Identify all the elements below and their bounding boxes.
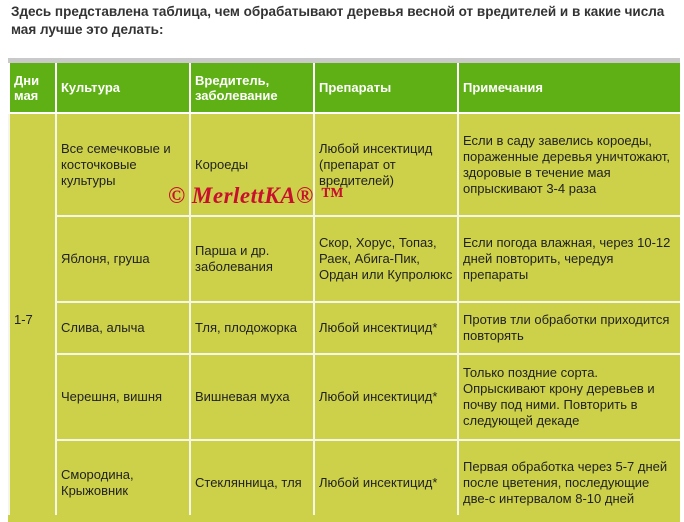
pest-cell: Короеды (190, 113, 314, 216)
pest-cell: Стеклянница, тля (190, 440, 314, 522)
culture-cell: Смородина, Крыжовник (56, 440, 190, 522)
preparation-cell: Любой инсектицид* (314, 440, 458, 522)
note-cell: Если в саду завелись короеды, пораженные деревья уничтожают, здоровые в течение мая опрыскивают 3-4 раза (458, 113, 680, 216)
table-row (9, 354, 680, 440)
preparation-cell: Любой инсектицид* (314, 354, 458, 440)
intro-text: Здесь представлена таблица, чем обрабатывают деревья весной от вредителей и в какие числа мая лучше это делать: (11, 4, 665, 37)
day-range-cell: 1-7 (9, 113, 56, 522)
header-days: Дни мая (9, 61, 56, 114)
table-row (9, 440, 680, 522)
culture-cell: Слива, алыча (56, 302, 190, 354)
header-notes: Примечания (458, 61, 680, 114)
note-cell: Против тли обработки приходится повторять (458, 302, 680, 354)
treatment-table-wrapper (8, 58, 680, 522)
table-header-row (9, 61, 680, 114)
header-preparation: Препараты (314, 61, 458, 114)
preparation-cell: Любой инсектицид (препарат от вредителей) (314, 113, 458, 216)
culture-cell: Все семечковые и косточковые культуры (56, 113, 190, 216)
pest-cell: Парша и др. заболевания (190, 216, 314, 302)
note-cell: Если погода влажная, через 10-12 дней повторить, чередуя препараты (458, 216, 680, 302)
culture-cell: Черешня, вишня (56, 354, 190, 440)
note-cell: Только поздние сорта. Опрыскивают крону деревьев и почву под ними. Повторить в следующей декаде (458, 354, 680, 440)
note-cell: Первая обработка через 5-7 дней после цветения, последующие две-с интервалом 8-10 дней (458, 440, 680, 522)
preparation-cell: Любой инсектицид* (314, 302, 458, 354)
table-row (9, 302, 680, 354)
culture-cell: Яблоня, груша (56, 216, 190, 302)
watermark-text: © MerlettKA® ™ (168, 183, 344, 208)
preparation-cell: Скор, Хорус, Топаз, Раек, Абига-Пик, Ордан или Купролюкс (314, 216, 458, 302)
header-pest: Вредитель, заболевание (190, 61, 314, 114)
table-bottom-strip (8, 515, 680, 522)
table-row (9, 216, 680, 302)
pest-cell: Тля, плодожорка (190, 302, 314, 354)
pest-cell: Вишневая муха (190, 354, 314, 440)
header-culture: Культура (56, 61, 190, 114)
table-row (9, 113, 680, 216)
treatment-table (8, 58, 680, 522)
